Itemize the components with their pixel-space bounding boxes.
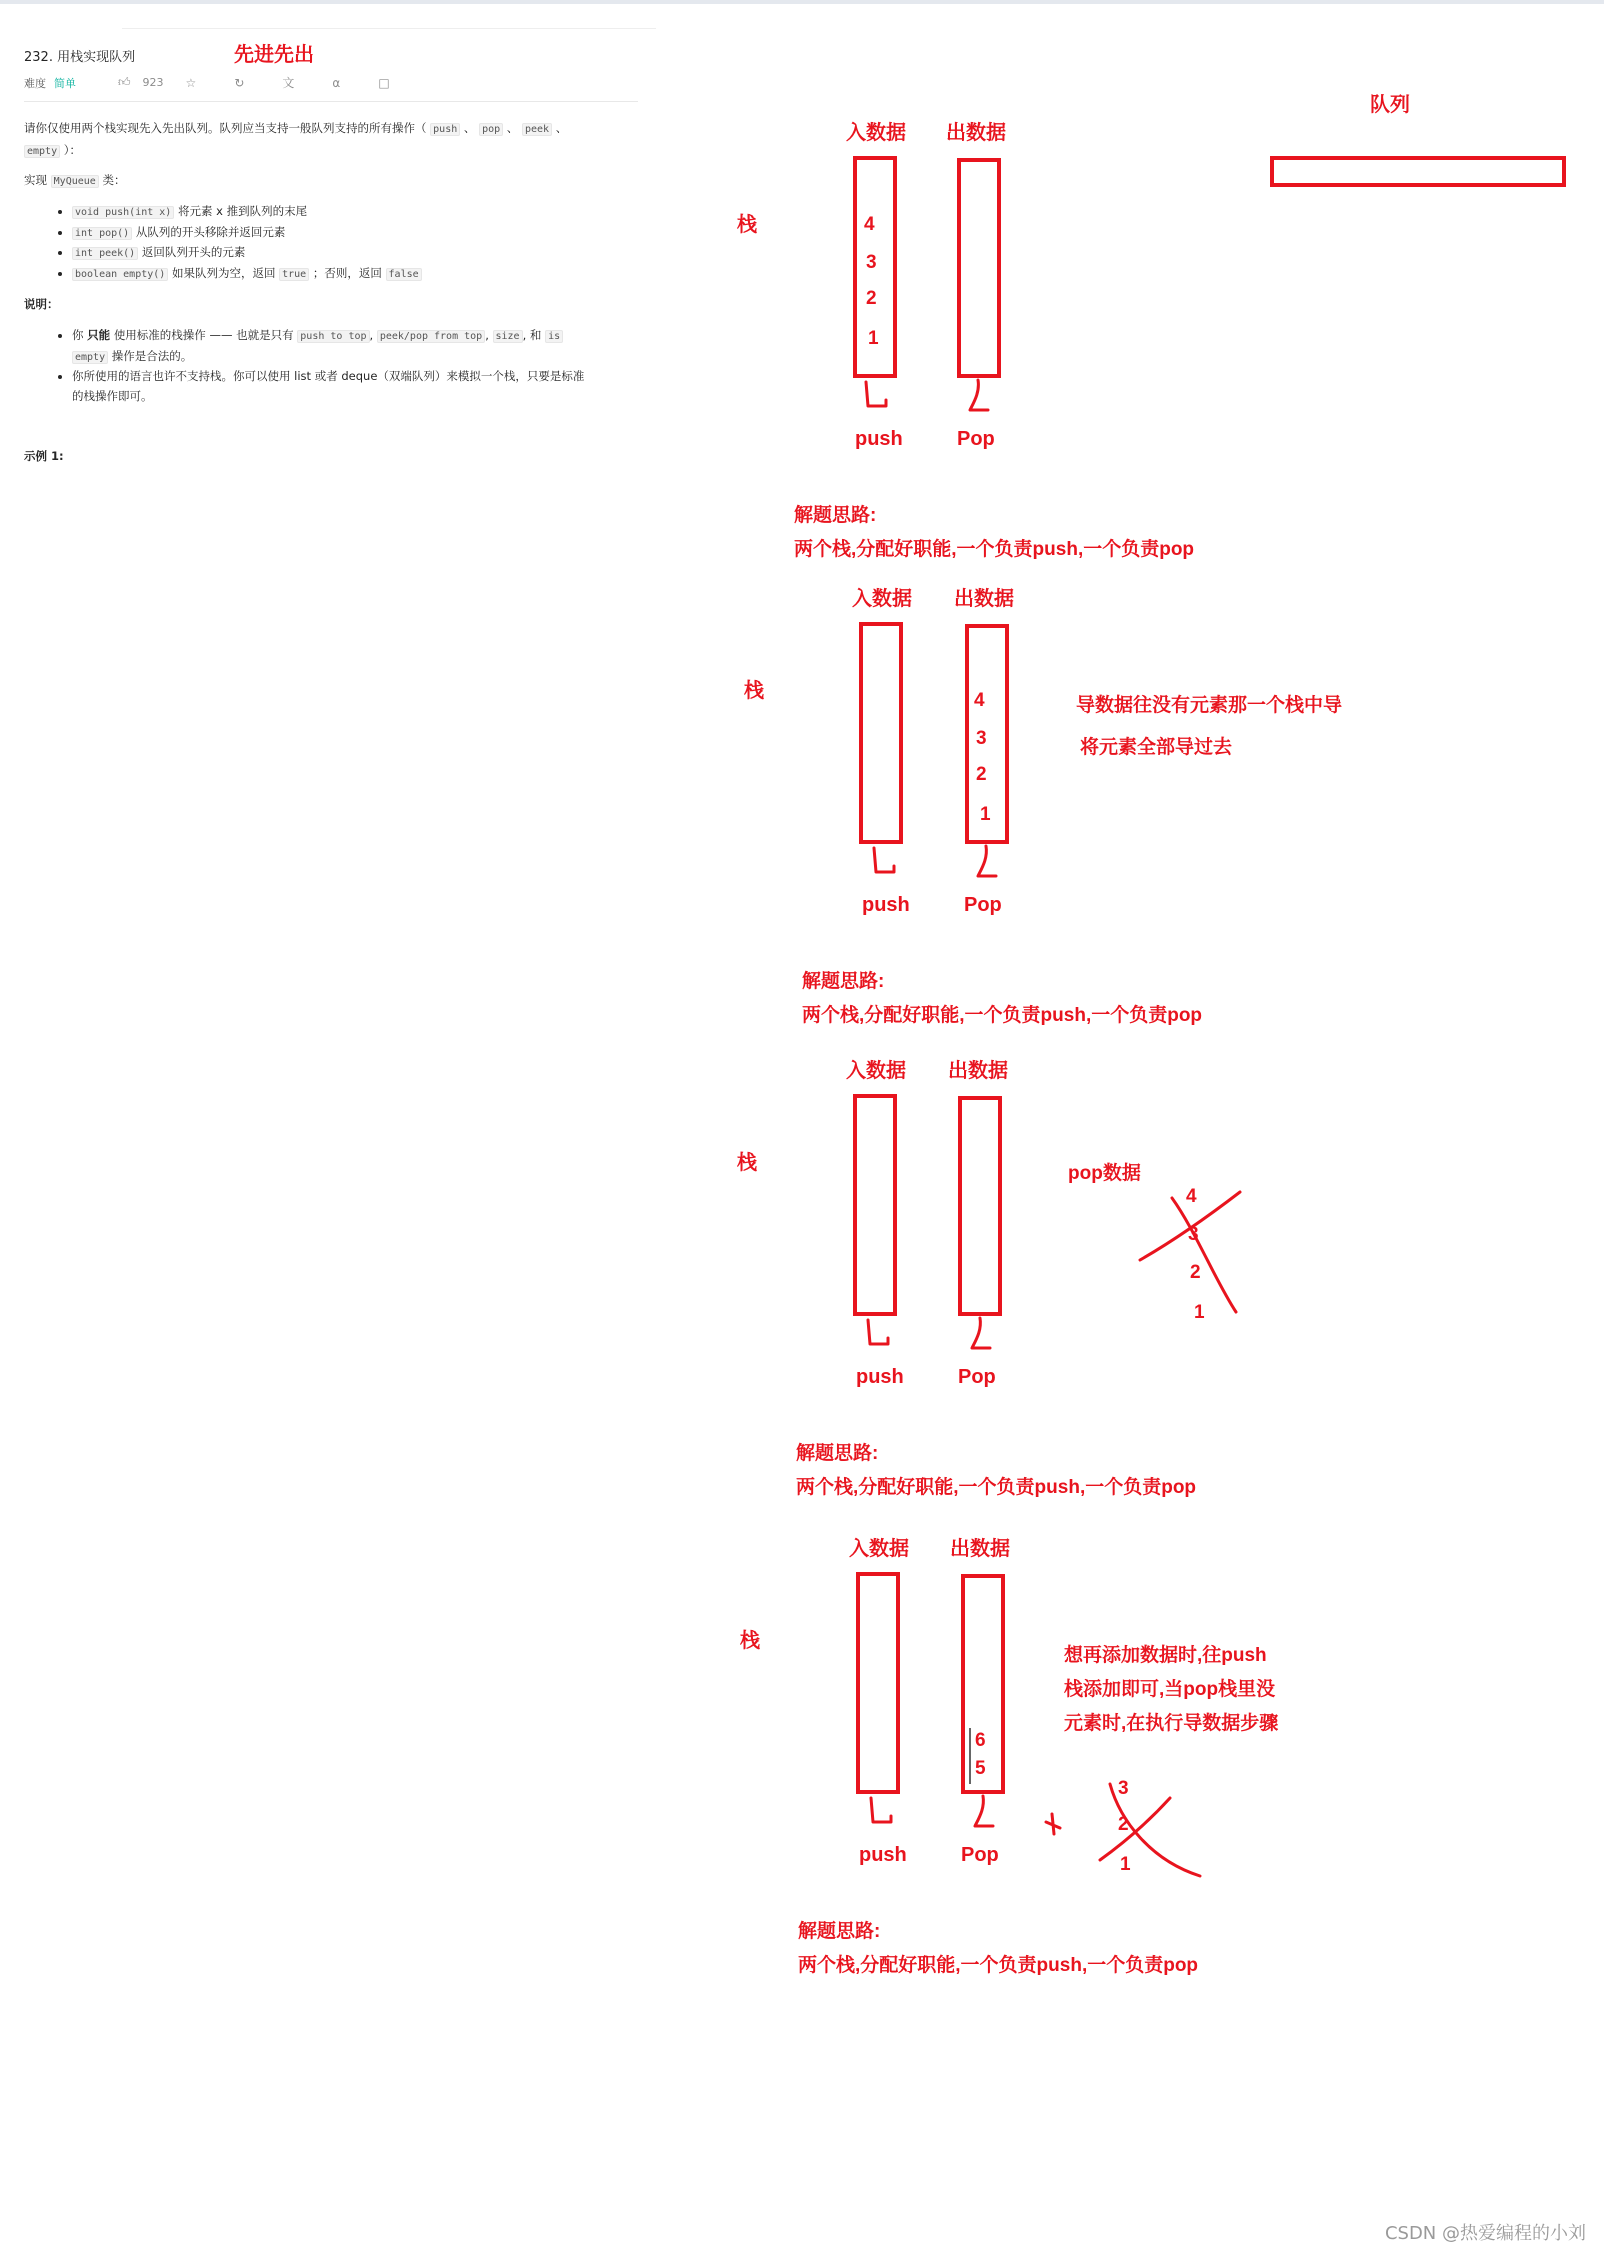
idea-title: 解题思路:: [796, 1443, 879, 1464]
notes-heading: 说明：: [24, 297, 59, 311]
push-label: push: [855, 428, 903, 450]
push-arrow: [866, 382, 886, 406]
watermark: CSDN @热爱编程的小刘: [1384, 2223, 1586, 2244]
in-data-label: 入数据: [846, 1060, 906, 1082]
add-note-3: 元素时,在执行导数据步骤: [1064, 1713, 1279, 1734]
pop-label: Pop: [958, 1366, 996, 1388]
popped-element: 3: [1188, 1224, 1199, 1245]
code-myqueue: MyQueue: [51, 175, 99, 188]
in-data-label: 入数据: [852, 588, 912, 610]
remaining-element: 1: [1194, 1302, 1205, 1323]
refresh-icon[interactable]: ↻: [234, 75, 245, 90]
pop-label: Pop: [961, 1844, 999, 1866]
list-item: • int pop() 从队列的开头移除并返回元素: [72, 223, 422, 244]
queue-shape: [1270, 156, 1566, 187]
pop-arrow: [972, 1318, 990, 1348]
code-push: push: [430, 123, 460, 136]
cross-stroke: [1172, 1198, 1236, 1312]
stack-element: 3: [866, 252, 877, 273]
top-border: [0, 0, 1604, 4]
code-pop: pop: [479, 123, 503, 136]
out-data-label: 出数据: [948, 1060, 1008, 1082]
list-item: • void push(int x) 将元素 x 推到队列的末尾: [72, 202, 422, 223]
pop-data-label: pop数据: [1068, 1163, 1141, 1184]
code-empty: empty: [24, 145, 60, 158]
add-note-2: 栈添加即可,当pop栈里没: [1064, 1679, 1276, 1700]
cross-stroke: [1046, 1814, 1060, 1834]
idea-text: 两个栈,分配好职能,一个负责push,一个负责pop: [798, 1955, 1199, 1976]
add-note-1: 想再添加数据时,往push: [1064, 1645, 1267, 1666]
pop-label: Pop: [957, 428, 995, 450]
idea-text: 两个栈,分配好职能,一个负责push,一个负责pop: [794, 539, 1195, 560]
fifo-label: 先进先出: [234, 44, 314, 66]
pop-stack: [958, 1096, 1002, 1316]
stack-element: 2: [976, 764, 987, 785]
list-item: • 你 只能 使用标准的栈操作 —— 也就是只有 push to top , peek/pop from top , size , 和 is empty 操作是合法的。: [72, 326, 584, 367]
stack-element: 1: [980, 804, 991, 825]
thumbs-up-icon[interactable]: 👍︎: [118, 75, 131, 89]
difficulty-label: 难度: [24, 76, 46, 90]
in-data-label: 入数据: [846, 122, 906, 144]
stack-label: 栈: [744, 680, 764, 702]
popped-element: 1: [1120, 1854, 1131, 1875]
stack-element: 3: [976, 728, 987, 749]
push-stack: [853, 1094, 897, 1316]
push-arrow: [871, 1798, 891, 1822]
difficulty-badge: 简单: [54, 76, 76, 90]
divider: [24, 101, 638, 102]
stack-element: 1: [868, 328, 879, 349]
like-count: 923: [142, 76, 164, 89]
translate-icon[interactable]: 文: [282, 76, 295, 90]
popped-element: 2: [1118, 1814, 1129, 1835]
star-icon[interactable]: ☆: [185, 75, 197, 90]
idea-title: 解题思路:: [794, 505, 877, 526]
problem-description: 请你仅使用两个栈实现先入先出队列。队列应当支持一般队列支持的所有操作（ push 、 pop 、 peek 、 empty ）：: [24, 121, 568, 157]
queue-label: 队列: [1370, 94, 1410, 116]
push-arrow: [874, 848, 894, 872]
idea-text: 两个栈,分配好职能,一个负责push,一个负责pop: [802, 1005, 1203, 1026]
stack-element: 5: [975, 1758, 986, 1779]
pop-label: Pop: [964, 894, 1002, 916]
stack-label: 栈: [740, 1630, 760, 1652]
in-data-label: 入数据: [849, 1538, 909, 1560]
list-item: • 你所使用的语言也许不支持栈。你可以使用 list 或者 deque（双端队列）来模拟一个栈，只要是标准 的栈操作即可。: [72, 367, 584, 406]
pop-arrow: [978, 846, 996, 876]
out-data-label: 出数据: [954, 588, 1014, 610]
popped-element: 3: [1118, 1778, 1129, 1799]
stack-element: 6: [975, 1730, 986, 1751]
notes-list: [24, 326, 584, 406]
implement-line: 实现 MyQueue 类：: [24, 173, 126, 187]
idea-title: 解题思路:: [798, 1921, 881, 1942]
code-peek: peek: [522, 123, 552, 136]
push-label: push: [859, 1844, 907, 1866]
divider: [122, 28, 656, 29]
pop-stack: [957, 158, 1001, 378]
list-item: • boolean empty() 如果队列为空，返回 true ；否则，返回 false: [72, 264, 422, 285]
pop-arrow: [975, 1796, 993, 1826]
cross-stroke: [1100, 1798, 1170, 1860]
pop-arrow: [970, 380, 988, 410]
transfer-note-1: 导数据往没有元素那一个栈中导: [1076, 695, 1343, 716]
idea-text: 两个栈,分配好职能,一个负责push,一个负责pop: [796, 1477, 1197, 1498]
bell-icon[interactable]: ⍺: [332, 75, 341, 90]
stack-label: 栈: [737, 214, 757, 236]
example-heading: 示例 1:: [24, 449, 64, 463]
transfer-note-2: 将元素全部导过去: [1080, 737, 1233, 758]
idea-title: 解题思路:: [802, 971, 885, 992]
push-arrow: [868, 1320, 888, 1344]
stack-element: 4: [974, 690, 985, 711]
popped-element: 4: [1186, 1186, 1197, 1207]
stack-element: 4: [864, 214, 875, 235]
method-list: [24, 202, 422, 284]
comment-icon[interactable]: □: [378, 75, 390, 90]
push-stack: [859, 622, 903, 844]
push-label: push: [856, 1366, 904, 1388]
stack-element: 2: [866, 288, 877, 309]
problem-title[interactable]: 232. 用栈实现队列: [24, 50, 136, 65]
stack-label: 栈: [737, 1152, 757, 1174]
remaining-element: 2: [1190, 1262, 1201, 1283]
out-data-label: 出数据: [946, 122, 1006, 144]
push-label: push: [862, 894, 910, 916]
problem-meta-bar: [24, 74, 420, 91]
list-item: • int peek() 返回队列开头的元素: [72, 243, 422, 264]
push-stack: [856, 1572, 900, 1794]
out-data-label: 出数据: [950, 1538, 1010, 1560]
